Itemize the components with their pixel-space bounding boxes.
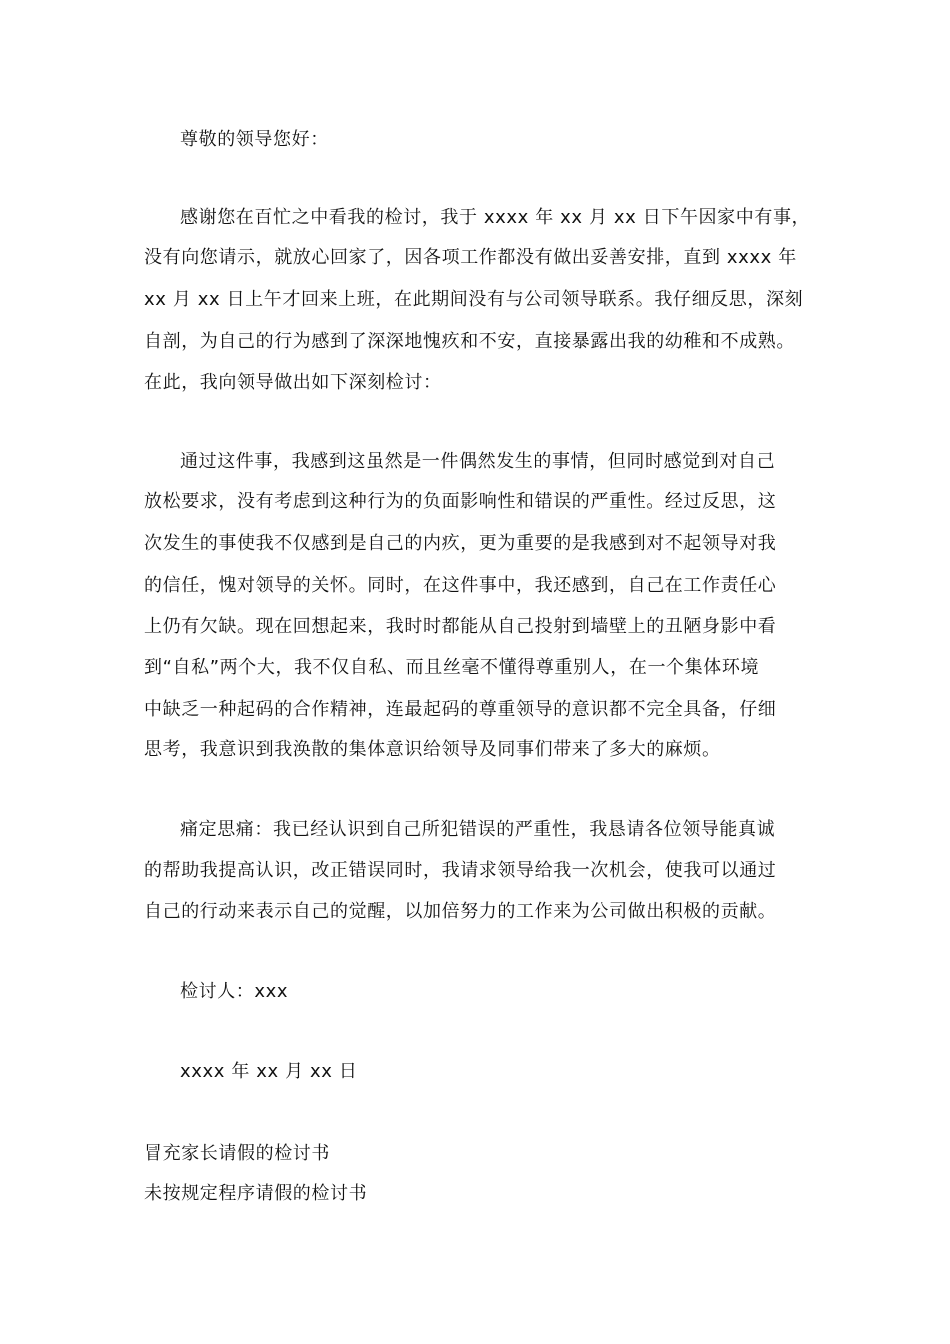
paragraph-2-line-7: 中缺乏一种起码的合作精神，连最起码的尊重领导的意识都不完全具备，仔细 (144, 699, 777, 720)
signature: 检讨人：xxx (180, 981, 289, 1002)
signature-date: xxxx 年 xx 月 xx 日 (180, 1061, 358, 1082)
salutation: 尊敬的领导您好： (180, 129, 329, 150)
paragraph-1-line-4: 自剖，为自己的行为感到了深深地愧疚和不安，直接暴露出我的幼稚和不成熟。 (144, 331, 795, 352)
paragraph-2-line-1: 通过这件事，我感到这虽然是一件偶然发生的事情，但同时感觉到对自己 (180, 451, 776, 472)
paragraph-1-line-5: 在此，我向领导做出如下深刻检讨： (144, 372, 442, 393)
paragraph-1-line-2: 没有向您请示，就放心回家了，因各项工作都没有做出妥善安排，直到 xxxx 年 (144, 247, 797, 268)
paragraph-2-line-8: 思考，我意识到我涣散的集体意识给领导及同事们带来了多大的麻烦。 (144, 739, 721, 760)
paragraph-1-line-1: 感谢您在百忙之中看我的检讨，我于 xxxx 年 xx 月 xx 日下午因家中有事， (180, 207, 811, 228)
paragraph-3-line-2: 的帮助我提高认识，改正错误同时，我请求领导给我一次机会，使我可以通过 (144, 860, 777, 881)
paragraph-3-line-3: 自己的行动来表示自己的觉醒，以加倍努力的工作来为公司做出积极的贡献。 (144, 901, 777, 922)
paragraph-2-line-6: 到“自私”两个大，我不仅自私、而且丝毫不懂得尊重别人，在一个集体环境 (144, 657, 760, 678)
paragraph-2-line-5: 上仍有欠缺。现在回想起来，我时时都能从自己投射到墙壁上的丑陋身影中看 (144, 616, 777, 637)
paragraph-2-line-2: 放松要求，没有考虑到这种行为的负面影响性和错误的严重性。经过反思，这 (144, 491, 777, 512)
paragraph-1-line-3: xx 月 xx 日上午才回来上班，在此期间没有与公司领导联系。我仔细反思，深刻 (144, 289, 804, 310)
paragraph-3-line-1: 痛定思痛：我已经认识到自己所犯错误的严重性，我恳请各位领导能真诚 (180, 819, 776, 840)
paragraph-2-line-3: 次发生的事使我不仅感到是自己的内疚，更为重要的是我感到对不起领导对我 (144, 533, 777, 554)
related-link-1[interactable]: 冒充家长请假的检讨书 (144, 1143, 330, 1164)
related-link-2[interactable]: 未按规定程序请假的检讨书 (144, 1183, 368, 1204)
paragraph-2-line-4: 的信任，愧对领导的关怀。同时，在这件事中，我还感到，自己在工作责任心 (144, 575, 777, 596)
